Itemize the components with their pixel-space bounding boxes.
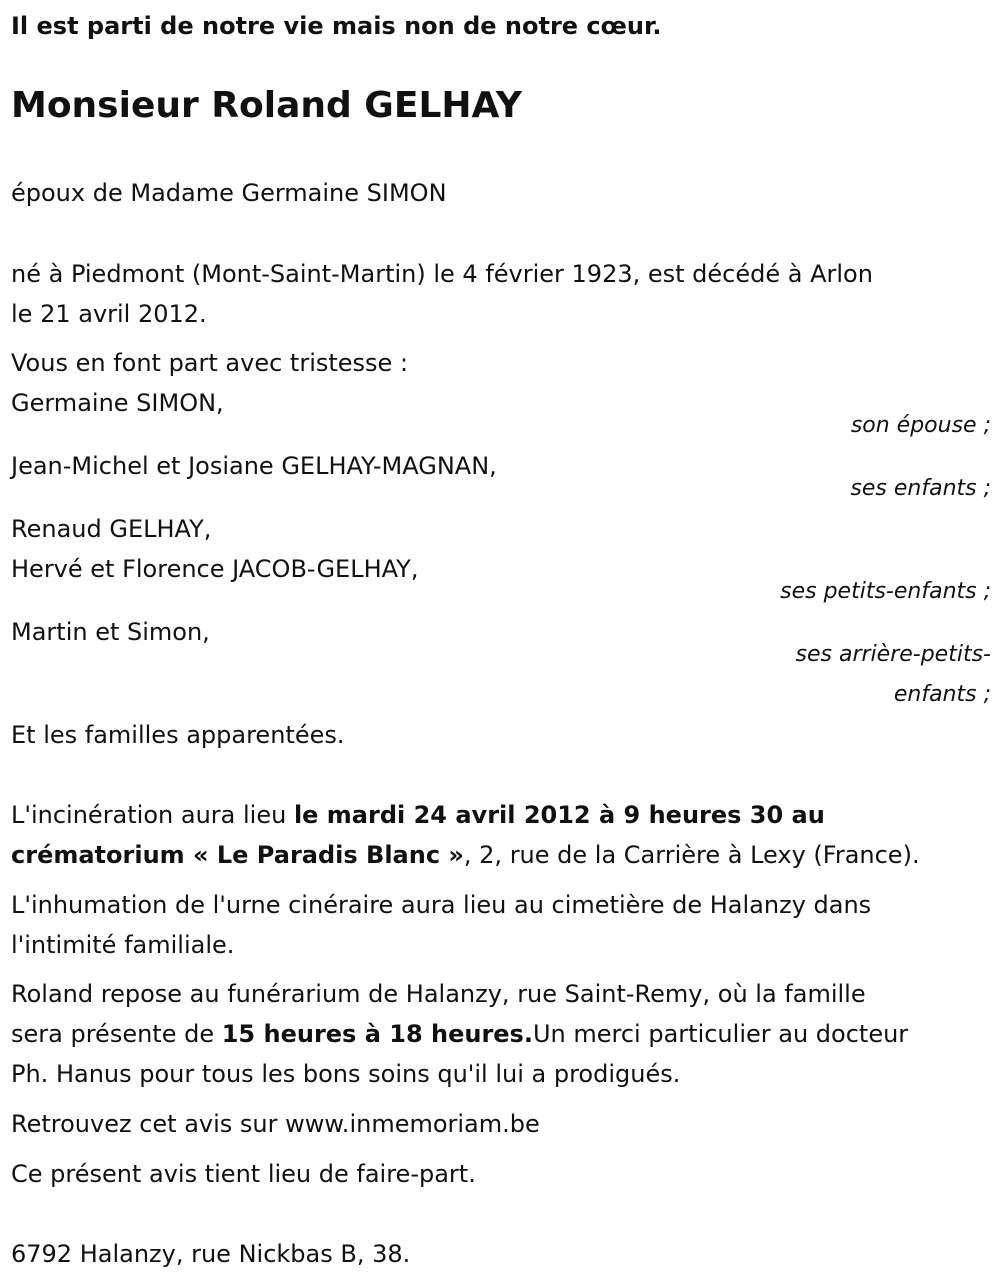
grandchild-name-2: Hervé et Florence JACOB-GELHAY,	[11, 555, 419, 583]
crematorium-name: crématorium « Le Paradis Blanc »	[11, 841, 464, 869]
repose-prefix: sera présente de	[11, 1020, 222, 1048]
tagline: Il est parti de notre vie mais non de notre cœur.	[11, 12, 662, 40]
grandchild-name-1: Renaud GELHAY,	[11, 515, 212, 543]
children-role: ses enfants ;	[850, 476, 991, 501]
inhumation-line-2: l'intimité familiale.	[11, 931, 235, 959]
visiting-hours: 15 heures à 18 heures.	[221, 1020, 533, 1048]
great-grandchildren-names: Martin et Simon,	[11, 618, 210, 646]
notice-line: Ce présent avis tient lieu de faire-part.	[11, 1160, 476, 1188]
birth-death-line-2: le 21 avril 2012.	[11, 300, 207, 328]
website-line: Retrouvez cet avis sur www.inmemoriam.be	[11, 1110, 540, 1138]
great-grandchildren-role-2: enfants ;	[893, 682, 991, 707]
spouse-role: son épouse ;	[850, 413, 991, 438]
children-names: Jean-Michel et Josiane GELHAY-MAGNAN,	[11, 452, 497, 480]
grandchildren-role: ses petits-enfants ;	[780, 579, 991, 604]
deceased-name: Monsieur Roland GELHAY	[11, 85, 522, 126]
relatives-line: Et les familles apparentées.	[11, 721, 345, 749]
crematorium-address: , 2, rue de la Carrière à Lexy (France).	[463, 841, 920, 869]
repose-line-3: Ph. Hanus pour tous les bons soins qu'il lui a prodigués.	[11, 1060, 681, 1088]
address-line: 6792 Halanzy, rue Nickbas B, 38.	[11, 1240, 411, 1268]
spouse-line: époux de Madame Germaine SIMON	[11, 179, 447, 207]
repose-line-2	[11, 1014, 991, 1054]
cremation-line-2	[11, 835, 991, 875]
thanks-start: Un merci particulier au docteur	[532, 1020, 909, 1048]
great-grandchildren-role-1: ses arrière-petits-	[795, 642, 991, 667]
spouse-names: Germaine SIMON,	[11, 389, 224, 417]
inhumation-line-1: L'inhumation de l'urne cinéraire aura lieu au cimetière de Halanzy dans	[11, 891, 872, 919]
repose-line-1: Roland repose au funérarium de Halanzy, rue Saint-Remy, où la famille	[11, 980, 866, 1008]
birth-death-line-1: né à Piedmont (Mont-Saint-Martin) le 4 février 1923, est décédé à Arlon	[11, 260, 873, 288]
cremation-date: le mardi 24 avril 2012 à 9 heures 30 au	[293, 801, 825, 829]
cremation-prefix: L'incinération aura lieu	[11, 801, 294, 829]
family-intro: Vous en font part avec tristesse :	[11, 349, 409, 377]
cremation-line-1	[11, 795, 991, 835]
